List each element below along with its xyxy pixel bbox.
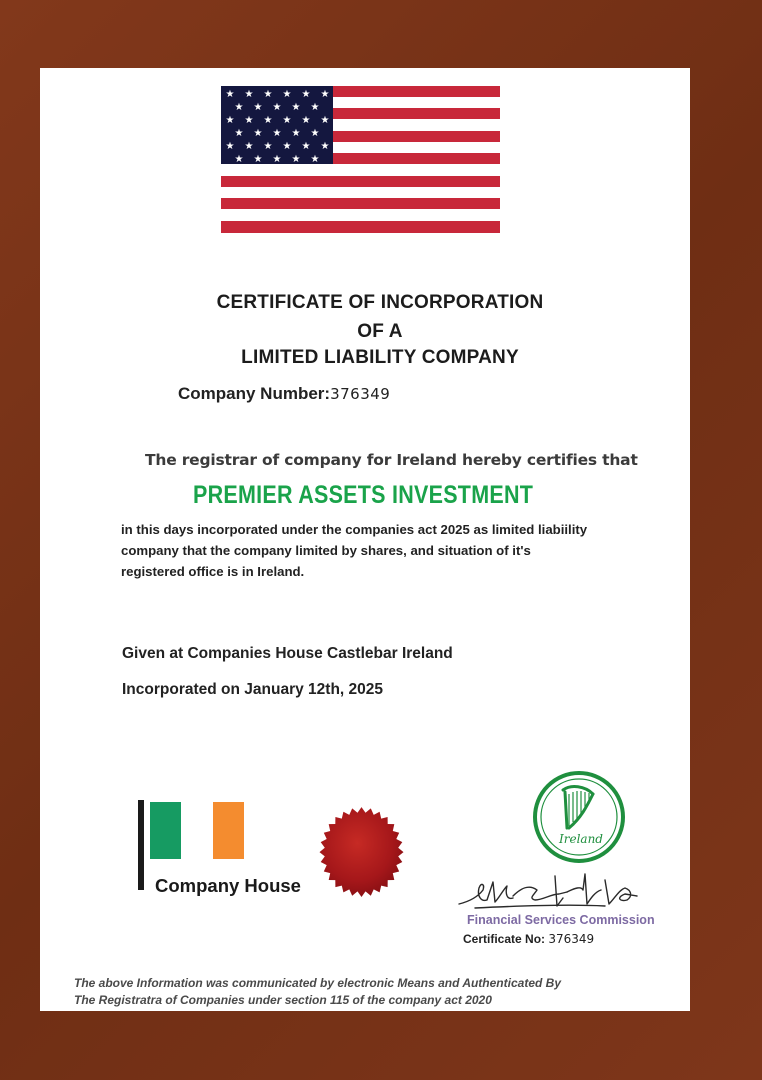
svg-text:★: ★ bbox=[301, 89, 311, 100]
svg-text:★: ★ bbox=[291, 154, 301, 165]
svg-text:★: ★ bbox=[272, 102, 282, 113]
svg-text:★: ★ bbox=[282, 89, 292, 100]
svg-text:★: ★ bbox=[244, 115, 254, 126]
company-number-value: 376349 bbox=[330, 385, 391, 403]
red-seal-icon bbox=[304, 792, 419, 907]
statement-line: in this days incorporated under the companies act 2025 as limited liabiility bbox=[121, 522, 588, 537]
svg-text:★: ★ bbox=[253, 102, 263, 113]
incorporation-statement bbox=[121, 519, 641, 582]
svg-text:★: ★ bbox=[310, 102, 320, 113]
svg-text:★: ★ bbox=[234, 154, 244, 165]
svg-text:★: ★ bbox=[282, 115, 292, 126]
svg-text:★: ★ bbox=[320, 141, 330, 152]
statement-line: company that the company limited by shares, and situation of it's bbox=[121, 543, 531, 558]
svg-text:★: ★ bbox=[253, 154, 263, 165]
commission-label: Financial Services Commission bbox=[467, 913, 655, 927]
ireland-harp-badge-icon bbox=[527, 770, 631, 864]
certificate-number bbox=[463, 932, 594, 946]
incorporation-date: Incorporated on January 12th, 2025 bbox=[122, 681, 384, 698]
svg-text:★: ★ bbox=[225, 115, 235, 126]
svg-text:★: ★ bbox=[234, 128, 244, 139]
footer-line: The above Information was communicated by electronic Means and Authenticated By bbox=[74, 976, 561, 990]
svg-text:★: ★ bbox=[225, 141, 235, 152]
svg-text:★: ★ bbox=[225, 89, 235, 100]
certificate-title-line2: OF A bbox=[357, 321, 403, 342]
svg-text:★: ★ bbox=[263, 115, 273, 126]
svg-text:★: ★ bbox=[263, 89, 273, 100]
svg-text:★: ★ bbox=[310, 128, 320, 139]
badge-text: Ireland bbox=[559, 832, 603, 846]
certificate-title-line1: CERTIFICATE OF INCORPORATION bbox=[216, 292, 544, 313]
svg-text:★: ★ bbox=[301, 115, 311, 126]
svg-text:★: ★ bbox=[244, 141, 254, 152]
company-number-label: Company Number: bbox=[178, 384, 331, 403]
certificate-number-value: 376349 bbox=[548, 932, 595, 946]
svg-text:★: ★ bbox=[320, 89, 330, 100]
signature-icon bbox=[455, 868, 645, 918]
svg-text:★: ★ bbox=[272, 128, 282, 139]
svg-text:★: ★ bbox=[253, 128, 263, 139]
svg-text:★: ★ bbox=[310, 154, 320, 165]
footer-line: The Registratra of Companies under section 115 of the company act 2020 bbox=[74, 993, 492, 1007]
svg-text:★: ★ bbox=[234, 102, 244, 113]
registrar-statement: The registrar of company for Ireland hereby certifies that bbox=[145, 451, 638, 469]
flag-green-band bbox=[150, 802, 181, 859]
company-name: PREMIER ASSETS INVESTMENT bbox=[193, 481, 534, 509]
company-number bbox=[178, 384, 390, 404]
svg-text:★: ★ bbox=[282, 141, 292, 152]
svg-text:★: ★ bbox=[301, 141, 311, 152]
company-house-label: Company House bbox=[155, 875, 301, 896]
svg-text:★: ★ bbox=[320, 115, 330, 126]
us-flag-icon bbox=[221, 86, 500, 233]
svg-text:★: ★ bbox=[291, 128, 301, 139]
certificate-number-label: Certificate No: bbox=[463, 932, 546, 946]
flag-white-band bbox=[181, 802, 212, 859]
given-at-location: Given at Companies House Castlebar Ireland bbox=[122, 645, 453, 662]
svg-text:★: ★ bbox=[291, 102, 301, 113]
svg-text:★: ★ bbox=[263, 141, 273, 152]
authentication-footer bbox=[74, 975, 674, 1009]
certificate-title-line3: LIMITED LIABILITY COMPANY bbox=[241, 347, 519, 368]
svg-text:★: ★ bbox=[272, 154, 282, 165]
ireland-flag bbox=[150, 802, 244, 859]
flag-post bbox=[138, 800, 144, 890]
statement-line: registered office is in Ireland. bbox=[121, 564, 305, 579]
flag-orange-band bbox=[213, 802, 244, 859]
svg-text:★: ★ bbox=[244, 89, 254, 100]
